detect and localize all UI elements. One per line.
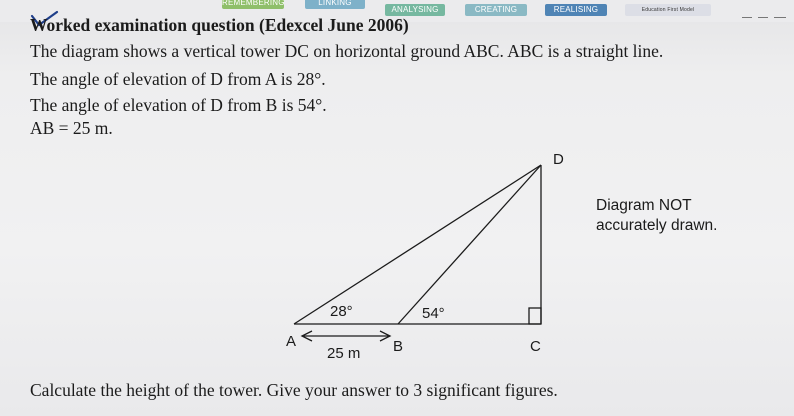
label-angle-a: 28° bbox=[330, 303, 353, 320]
label-point-b: B bbox=[393, 338, 404, 355]
question-line-angle-a: The angle of elevation of D from A is 28°. bbox=[30, 69, 326, 89]
education-model-logo: Education First Model bbox=[625, 4, 711, 16]
question-prompt: Calculate the height of the tower. Give your answer to 3 significant figures. bbox=[30, 380, 558, 400]
label-point-d: D bbox=[553, 151, 564, 168]
label-point-c: C bbox=[530, 338, 541, 355]
question-line-length: AB = 25 m. bbox=[30, 118, 113, 138]
label-point-a: A bbox=[286, 333, 297, 350]
diagram-note-line1: Diagram NOT bbox=[596, 197, 692, 214]
diagram-note-line2: accurately drawn. bbox=[596, 217, 718, 234]
tab-linking[interactable]: LINKING bbox=[305, 0, 365, 9]
question-line-tower: The diagram shows a vertical tower DC on horizontal ground ABC. ABC is a straight line. bbox=[30, 41, 664, 61]
tab-remembering[interactable]: REMEMBERING bbox=[222, 0, 284, 9]
tab-creating[interactable]: CREATING bbox=[465, 4, 527, 16]
right-angle-marker bbox=[529, 308, 541, 324]
label-angle-b: 54° bbox=[422, 305, 445, 322]
question-line-angle-b: The angle of elevation of D from B is 54°. bbox=[30, 95, 327, 115]
line-ad bbox=[294, 165, 541, 324]
label-length-ab: 25 m bbox=[327, 345, 361, 362]
tab-realising[interactable]: REALISING bbox=[545, 4, 607, 16]
line-bd bbox=[398, 165, 541, 324]
tab-analysing[interactable]: ANALYSING bbox=[385, 4, 445, 16]
question-heading: Worked examination question (Edexcel June 2006) bbox=[30, 15, 409, 35]
